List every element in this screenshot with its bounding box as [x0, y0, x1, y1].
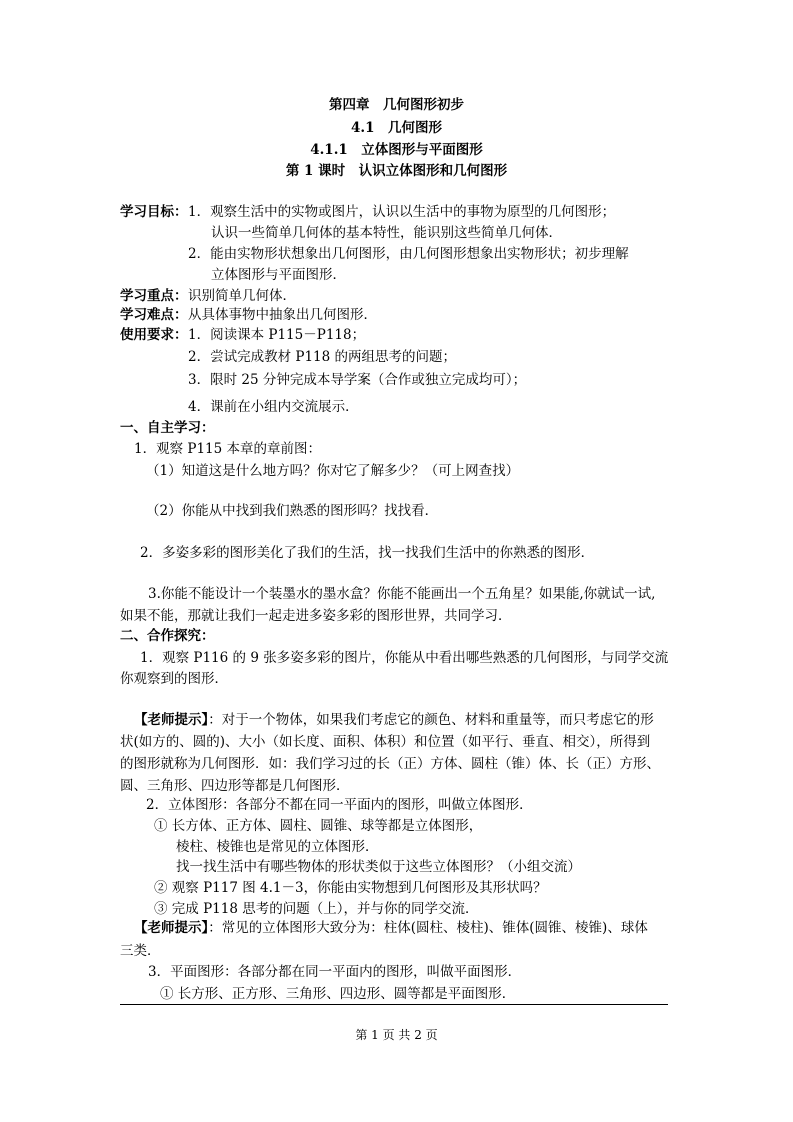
- teacher-tip-2-label: 【老师提示】: [134, 920, 209, 936]
- cooperation-p2-c1-line-2: 棱柱、棱锥也是常见的立体图形．: [176, 839, 379, 855]
- cooperation-p1-line-2: 你观察到的图形．: [120, 671, 228, 687]
- chapter-title: 第四章 几何图形初步: [329, 97, 464, 113]
- cooperation-p3-c1: ① 长方形、正方形、三角形、四边形、圆等都是平面图形．: [160, 986, 516, 1002]
- footer-divider: [120, 1004, 668, 1005]
- subsection-title: 4.1.1 立体图形与平面图形: [310, 142, 483, 158]
- cooperation-p1-line-1: 1．观察 P116 的 9 张多姿多彩的图片，你能从中看出哪些熟悉的几何图形，与同学交流: [140, 650, 669, 666]
- teacher-tip-1-line-4: 圆、三角形、四边形等都是几何图形．: [120, 778, 350, 794]
- self-study-q1-2: （2）你能从中找到我们熟悉的图形吗？找找看．: [146, 503, 439, 519]
- teacher-tip-1-line-1: [134, 711, 654, 729]
- self-study-q3-line-1: 3.你能不能设计一个装墨水的墨水盒？你能不能画出一个五角星？如果能,你就试一试,: [148, 586, 656, 602]
- teacher-tip-2-line-2: 三类．: [120, 943, 161, 959]
- lesson-title: 第 1 课时 认识立体图形和几何图形: [285, 163, 508, 179]
- goal-2-line-1: 2．能由实物形状想象出几何图形，由几何图形想象出实物形状；初步理解: [188, 246, 629, 262]
- self-study-q1: 1．观察 P115 本章的章前图：: [134, 441, 322, 457]
- difficulty-text: 从具体事物中抽象出几何图形．: [188, 307, 377, 323]
- self-study-q3-line-2: 如果不能，那就让我们一起走进多姿多彩的图形世界，共同学习．: [120, 608, 512, 624]
- teacher-tip-2-text: ：常见的立体图形大致分为：柱体(圆柱、棱柱)、锥体(圆锥、棱锥)、球体: [208, 920, 648, 936]
- requirement-4: 4．课前在小组内交流展示．: [188, 399, 359, 415]
- self-study-q1-1: （1）知道这是什么地方吗？你对它了解多少？（可上网查找）: [146, 463, 520, 479]
- teacher-tip-1-line-2: 状(如方的、圆的)、大小（如长度、面积、体积）和位置（如平行、垂直、相交），所得到: [120, 734, 651, 750]
- page-number: 第 1 页 共 2 页: [355, 1028, 438, 1042]
- cooperation-p3: 3．平面图形：各部分都在同一平面内的图形，叫做平面图形．: [148, 964, 522, 980]
- teacher-tip-2-line-1: [134, 919, 648, 937]
- requirement-2: 2．尝试完成教材 P118 的两组思考的问题；: [188, 349, 457, 365]
- cooperation-p2-c3: ③ 完成 P118 思考的问题（上），并与你的同学交流．: [154, 901, 479, 917]
- goal-1-line-2: 认识一些简单几何体的基本特性，能识别这些简单几何体．: [211, 225, 562, 241]
- difficulty-label: 学习难点：: [120, 307, 188, 323]
- cooperation-p2-c1-line-3: 找一找生活中有哪些物体的形状类似于这些立体图形？（小组交流）: [176, 859, 581, 875]
- teacher-tip-1-line-3: 的图形就称为几何图形．如：我们学习过的长（正）方体、圆柱（锥）体、长（正）方形、: [120, 756, 660, 772]
- self-study-q2: 2．多姿多彩的图形美化了我们的生活，找一找我们生活中的你熟悉的图形．: [140, 545, 595, 561]
- key-point-text: 识别简单几何体．: [188, 288, 296, 304]
- teacher-tip-1-text: ：对于一个物体，如果我们考虑它的颜色、材料和重量等，而只考虑它的形: [208, 712, 654, 728]
- section-title: 4.1 几何图形: [351, 120, 442, 136]
- goals-label: 学习目标：: [120, 204, 188, 220]
- requirement-1: 1．阅读课本 P115－P118；: [188, 327, 366, 343]
- teacher-tip-1-label: 【老师提示】: [134, 712, 209, 728]
- goal-1-line-1: 1．观察生活中的实物或图片，认识以生活中的事物为原型的几何图形；: [188, 204, 616, 220]
- cooperation-p2: 2．立体图形：各部分不都在同一平面内的图形，叫做立体图形．: [146, 797, 533, 813]
- goal-2-line-2: 立体图形与平面图形．: [211, 267, 346, 283]
- requirements-label: 使用要求：: [120, 327, 188, 343]
- cooperation-p2-c2: ② 观察 P117 图 4.1－3，你能由实物想到几何图形及其形状吗？: [154, 880, 547, 896]
- requirement-3: 3．限时 25 分钟完成本导学案（合作或独立完成均可）；: [188, 372, 527, 388]
- key-point-label: 学习重点：: [120, 288, 188, 304]
- self-study-heading: 一、自主学习：: [120, 420, 215, 436]
- cooperation-p2-c1-line-1: ① 长方体、正方体、圆柱、圆锥、球等都是立体图形，: [154, 818, 483, 834]
- cooperation-heading: 二、合作探究：: [120, 628, 215, 644]
